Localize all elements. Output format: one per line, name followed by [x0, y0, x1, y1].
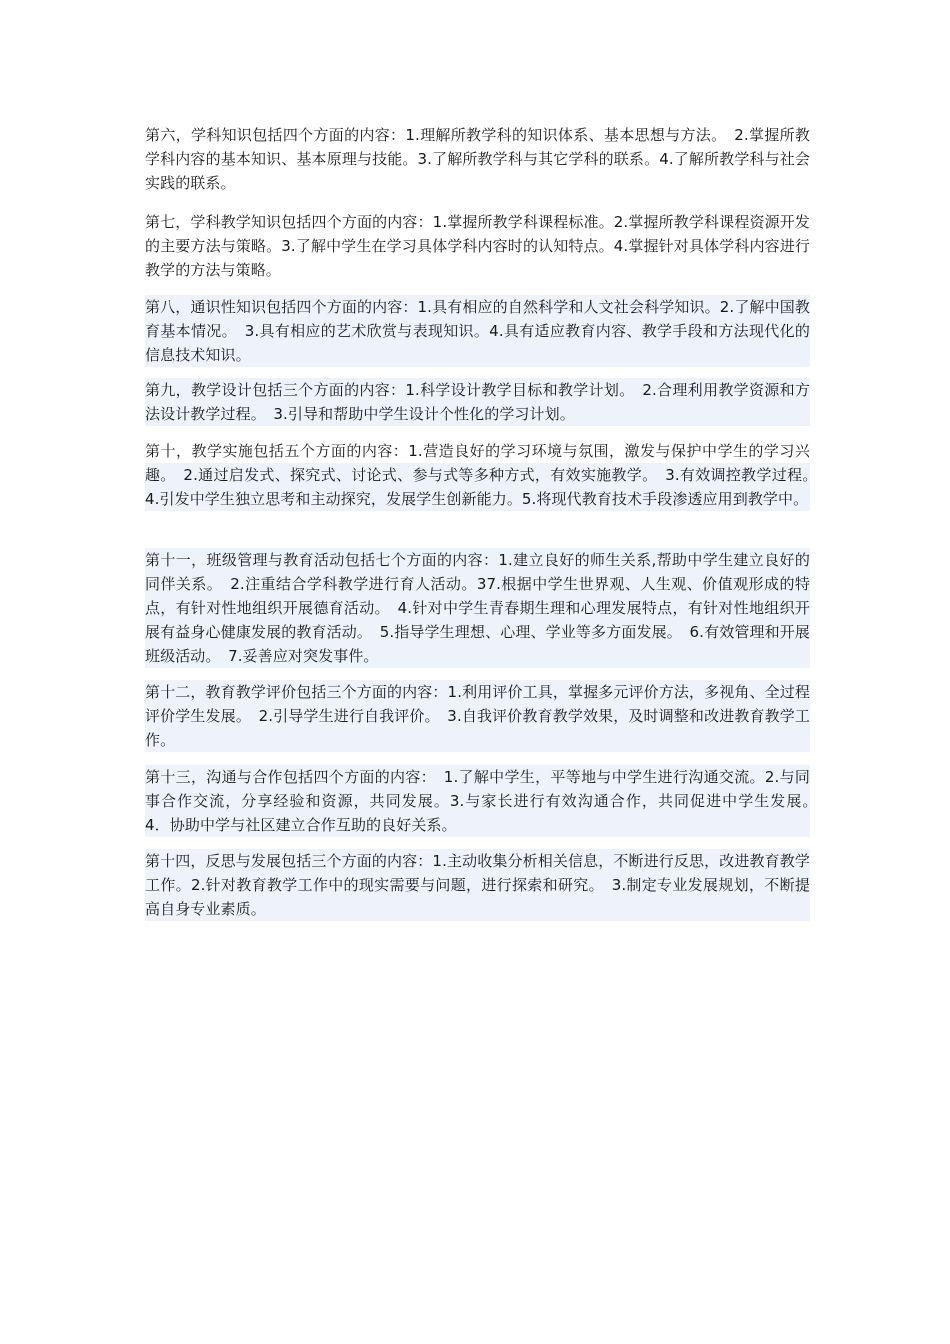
paragraph-6: 第六，学科知识包括四个方面的内容：1.理解所教学科的知识体系、基本思想与方法。 2.掌握所教学科内容的基本知识、基本原理与技能。3.了解所教学科与其它学科的联系。4.了解所教学科与社会实践的联系。	[145, 126, 810, 192]
paragraph-12: 第十二，教育教学评价包括三个方面的内容：1.利用评价工具，掌握多元评价方法，多视角、全过程评价学生发展。 2.引导学生进行自我评价。 3.自我评价教育教学效果，及时调整和改进教育教学工作。	[145, 680, 810, 752]
paragraph-11: 第十一，班级管理与教育活动包括七个方面的内容：1.建立良好的师生关系,帮助中学生建立良好的同伴关系。 2.注重结合学科教学进行育人活动。37.根据中学生世界观、人生观、价值观形成的特点，有针对性地组织开展德育活动。 4.针对中学生青春期生理和心理发展特点，有针对性地组织开展有益身心健康发展的教育活动。 5.指导学生理想、心理、学业等多方面发展。 6.有效管理和开展班级活动。 7.妥善应对突发事件。	[145, 548, 810, 668]
paragraph-9: 第九，教学设计包括三个方面的内容：1.科学设计教学目标和教学计划。 2.合理利用教学资源和方法设计教学过程。 3.引导和帮助中学生设计个性化的学习计划。	[145, 378, 810, 426]
paragraph-10: 第十，教学实施包括五个方面的内容：1.营造良好的学习环境与氛围，激发与保护中学生的学习兴趣。 2.通过启发式、探究式、讨论式、参与式等多种方式，有效实施教学。 3.有效调控教学过程。 4.引发中学生独立思考和主动探究，发展学生创新能力。5.将现代教育技术手段渗透应用到教学中。	[145, 439, 810, 511]
paragraph-13: 第十三，沟通与合作包括四个方面的内容： 1.了解中学生，平等地与中学生进行沟通交流。2.与同事合作交流，分享经验和资源，共同发展。3.与家长进行有效沟通合作，共同促进中学生发展。 4．协助中学与社区建立合作互助的良好关系。	[145, 765, 810, 837]
paragraph-14: 第十四，反思与发展包括三个方面的内容：1.主动收集分析相关信息，不断进行反思，改进教育教学工作。2.针对教育教学工作中的现实需要与问题，进行探索和研究。 3.制定专业发展规划，不断提高自身专业素质。	[145, 849, 810, 921]
paragraph-8: 第八，通识性知识包括四个方面的内容：1.具有相应的自然科学和人文社会科学知识。2.了解中国教育基本情况。 3.具有相应的艺术欣赏与表现知识。4.具有适应教育内容、教学手段和方法现代化的信息技术知识。	[145, 295, 810, 367]
paragraph-7: 第七，学科教学知识包括四个方面的内容：1.掌握所教学科课程标准。2.掌握所教学科课程资源开发的主要方法与策略。3.了解中学生在学习具体学科内容时的认知特点。4.掌握针对具体学科内容进行教学的方法与策略。	[145, 213, 810, 279]
